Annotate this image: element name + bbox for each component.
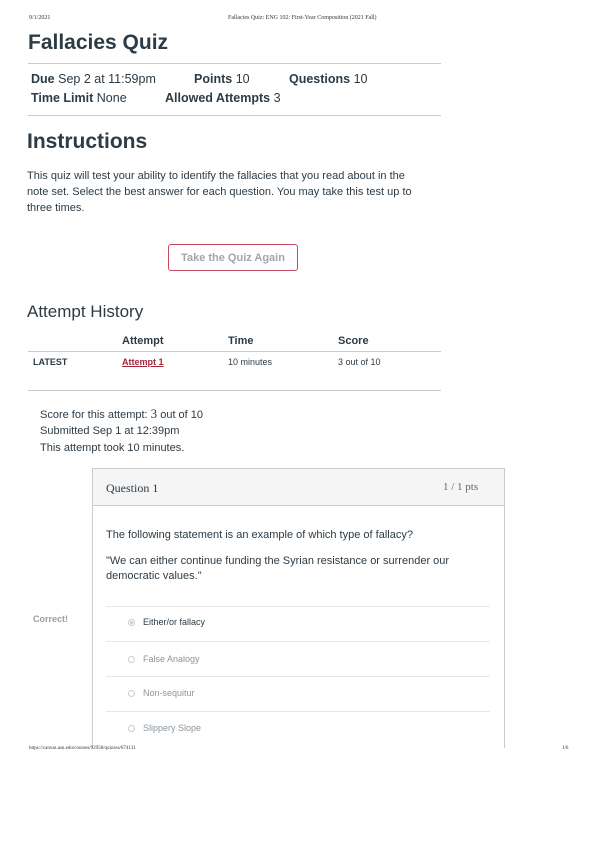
- question-title: Question 1: [106, 481, 159, 495]
- instructions-line: This quiz will test your ability to identify the fallacies that you read about in the: [27, 170, 405, 182]
- answer-label: Either/or fallacy: [143, 617, 206, 627]
- answer-label: False Analogy: [143, 654, 200, 664]
- question-prompt: The following statement is an example of which type of fallacy?: [106, 529, 413, 541]
- answer-divider: [106, 711, 490, 712]
- allowed-attempts-label: Allowed Attempts: [165, 91, 271, 105]
- questions-value: 10: [353, 72, 368, 86]
- history-table-bottom-divider: [28, 390, 441, 391]
- quiz-title: Fallacies Quiz: [28, 31, 169, 54]
- column-header-time: Time: [228, 335, 254, 347]
- due-value: Sep 2 at 11:59pm: [58, 72, 156, 86]
- details-divider: [28, 115, 441, 116]
- question-quote-line: "We can either continue funding the Syrian resistance or surrender our: [106, 555, 450, 567]
- column-header-attempt: Attempt: [122, 335, 164, 347]
- submitted-time: Submitted Sep 1 at 12:39pm: [40, 425, 180, 437]
- answer-option-false-analogy[interactable]: [128, 654, 200, 664]
- radio-empty-icon[interactable]: [128, 690, 135, 697]
- due-label: Due: [31, 72, 55, 86]
- answer-divider: [106, 606, 490, 607]
- attempt-score: 3 out of 10: [338, 357, 381, 367]
- questions-detail: [289, 72, 368, 86]
- score-suffix: out of 10: [157, 409, 204, 421]
- question-quote: [106, 554, 486, 584]
- print-page-number: 1/6: [562, 746, 569, 751]
- due-detail: [31, 72, 156, 86]
- instructions-line: note set. Select the best answer for each question. You may take this test up to: [27, 186, 412, 198]
- points-label: Points: [194, 72, 233, 86]
- time-limit-value: None: [96, 91, 127, 105]
- latest-label: LATEST: [33, 357, 68, 367]
- instructions-text: [27, 168, 447, 216]
- points-detail: [194, 72, 250, 86]
- attempt-score-summary: [40, 406, 203, 422]
- correct-answer-label: Correct!: [33, 614, 69, 624]
- score-prefix: Score for this attempt:: [40, 409, 151, 421]
- answer-option-non-sequitur[interactable]: [128, 688, 195, 698]
- attempt-time: 10 minutes: [228, 357, 273, 367]
- attempt-history-heading: Attempt History: [27, 302, 144, 321]
- time-limit-label: Time Limit: [31, 91, 94, 105]
- answer-label: Slippery Slope: [143, 723, 202, 733]
- answer-option-either-or[interactable]: [128, 617, 205, 627]
- allowed-attempts-value: 3: [273, 91, 281, 105]
- question-points: 1 / 1 pts: [443, 481, 479, 493]
- print-page-title: Fallacies Quiz: ENG 102: First-Year Composition (2021 Fall): [228, 15, 377, 21]
- answer-divider: [106, 641, 490, 642]
- title-divider: [28, 63, 441, 64]
- radio-empty-icon[interactable]: [128, 656, 135, 663]
- points-value: 10: [235, 72, 250, 86]
- instructions-line: three times.: [27, 202, 85, 214]
- radio-selected-icon[interactable]: [128, 619, 135, 626]
- attempt-duration: This attempt took 10 minutes.: [40, 442, 185, 454]
- table-row: [0, 352, 595, 374]
- answer-option-slippery-slope[interactable]: [128, 723, 201, 733]
- allowed-attempts-detail: [165, 91, 281, 105]
- radio-empty-icon[interactable]: [128, 725, 135, 732]
- take-quiz-again-button[interactable]: Take the Quiz Again: [168, 244, 298, 271]
- question-quote-line: democratic values.": [106, 570, 202, 582]
- question-card: [92, 468, 505, 748]
- instructions-heading: Instructions: [27, 130, 148, 153]
- attempt-1-link[interactable]: Attempt 1: [122, 357, 164, 367]
- column-header-score: Score: [338, 335, 369, 347]
- questions-label: Questions: [289, 72, 351, 86]
- print-date: 9/1/2021: [29, 15, 51, 21]
- score-value: 3: [150, 406, 158, 421]
- answer-label: Non-sequitur: [143, 688, 195, 698]
- answer-divider: [106, 676, 490, 677]
- print-url: https://canvas.asu.edu/courses/92958/quizzes/674131: [29, 746, 136, 751]
- time-limit-detail: [31, 91, 127, 105]
